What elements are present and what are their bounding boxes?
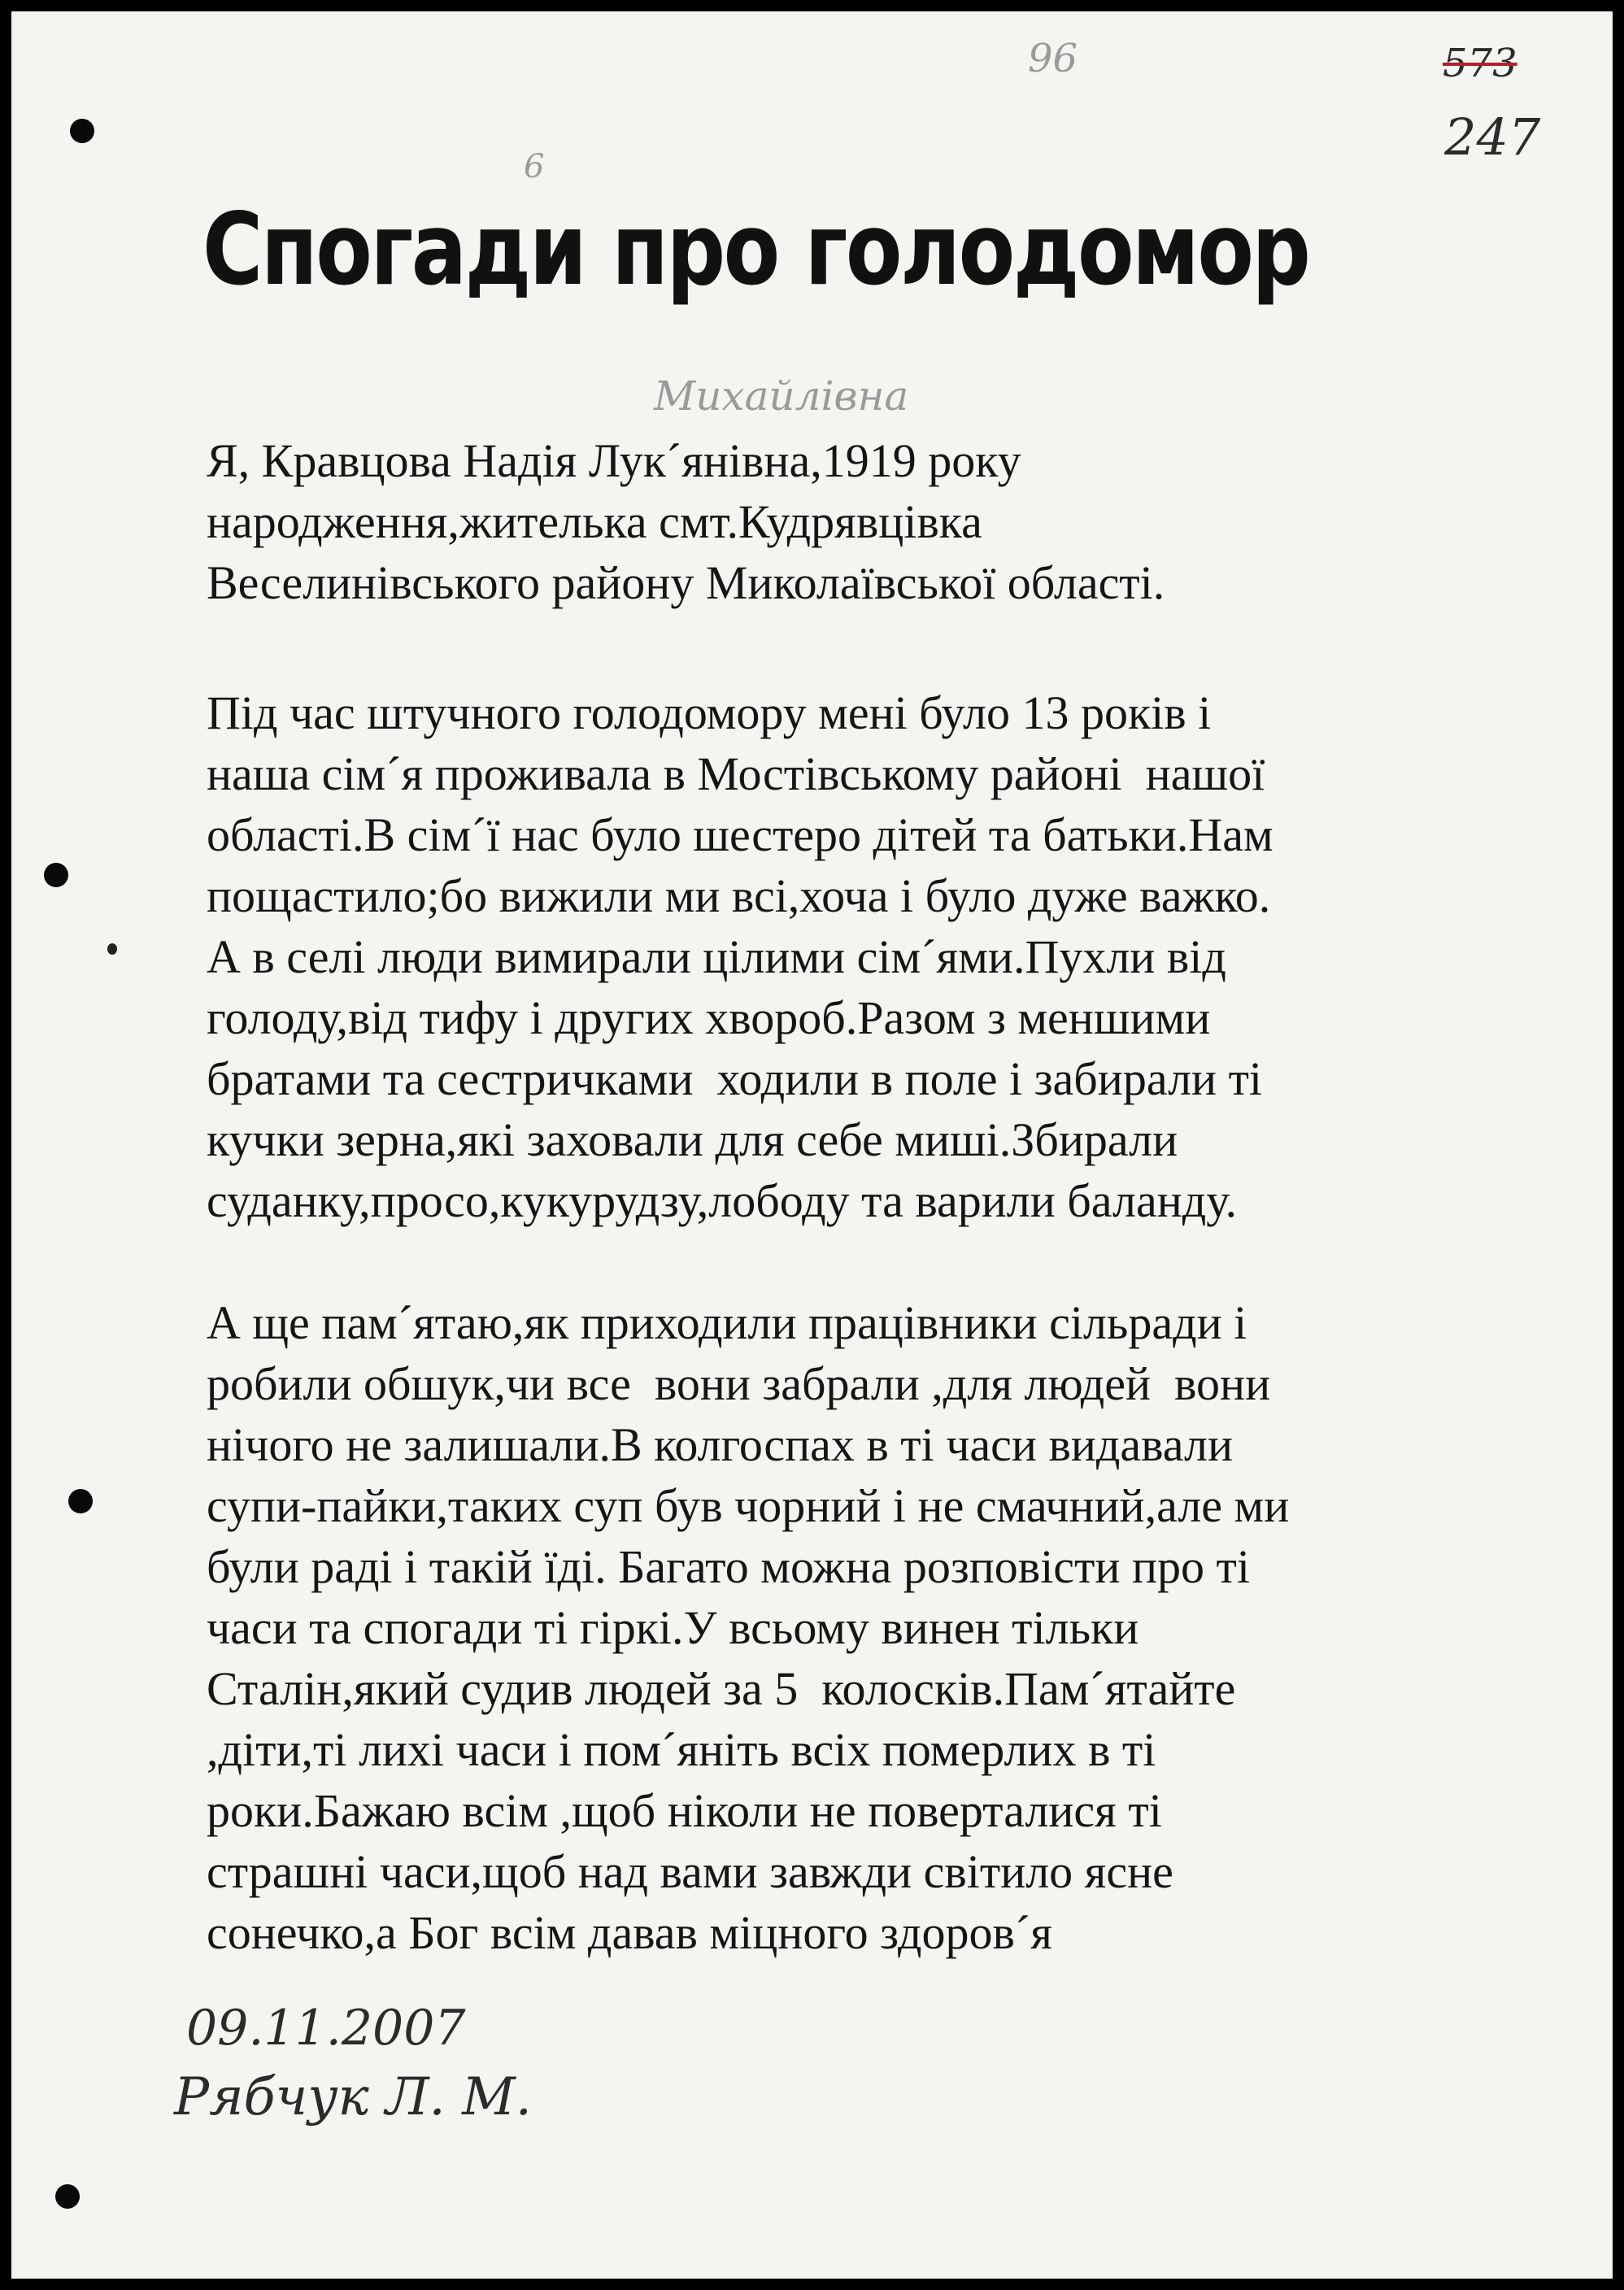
paragraph-memories [207, 1292, 1557, 1963]
text-line: часи та спогади ті гіркі.У всьому винен тільки [207, 1601, 1139, 1654]
punch-hole [70, 119, 94, 143]
text-line: Веселинівського району Миколаївської області. [207, 556, 1165, 609]
text-line: страшні часи,щоб над вами завжди світило ясне [207, 1845, 1173, 1898]
punch-hole [55, 2184, 80, 2209]
paragraph-famine-years [207, 682, 1557, 1231]
text-line: Я, Кравцова Надія Лук´янівна,1919 року [207, 434, 1021, 487]
pencil-page-number: 96 [1028, 36, 1078, 81]
text-line: А в селі люди вимирали цілими сім´ями.Пухли від [207, 930, 1226, 983]
text-line: були раді і такій їді. Багато можна розповісти про ті [207, 1540, 1250, 1593]
handwritten-signature: Рябчук Л. М. [174, 2067, 532, 2127]
document-page [11, 11, 1613, 2279]
archive-folio-number: 247 [1444, 107, 1541, 167]
punch-hole [44, 863, 68, 887]
text-line: області.В сім´ї нас було шестеро дітей та батьки.Нам [207, 808, 1274, 861]
text-line: братами та сестричками ходили в поле і забирали ті [207, 1052, 1263, 1105]
text-line: Під час штучного голодомору мені було 13 років і [207, 686, 1212, 739]
handwritten-date: 09.11.2007 [186, 2000, 466, 2057]
handwritten-patronymic-correction: Михайлівна [654, 372, 909, 420]
text-line: супи-пайки,таких суп був чорний і не смачний,але ми [207, 1479, 1290, 1532]
paragraph-intro [207, 430, 1557, 613]
text-line: роки.Бажаю всім ,щоб ніколи не поверталися ті [207, 1784, 1162, 1837]
text-line: суданку,просо,кукурудзу,лободу та варили баланду. [207, 1174, 1237, 1227]
document-title: Спогади про голодомор [202, 192, 1309, 307]
text-line: сонечко,а Бог всім давав міцного здоров´я [207, 1906, 1052, 1959]
text-line: А ще пам´ятаю,як приходили працівники сільради і [207, 1296, 1247, 1349]
text-line: наша сім´я проживала в Мостівському районі нашої [207, 747, 1265, 800]
text-line: пощастило;бо вижили ми всі,хоча і було дуже важко. [207, 869, 1271, 922]
text-line: кучки зерна,які заховали для себе миші.Збирали [207, 1113, 1178, 1166]
text-line: нічого не залишали.В колгоспах в ті часи видавали [207, 1418, 1233, 1471]
text-line: Сталін,який судив людей за 5 колосків.Пам´ятайте [207, 1662, 1236, 1715]
punch-hole [68, 1489, 93, 1513]
pencil-side-mark: 6 [524, 148, 545, 185]
ink-speck [107, 943, 117, 955]
text-line: робили обшук,чи все вони забрали ,для людей вони [207, 1357, 1271, 1410]
text-line: народження,жителька смт.Кудрявцівка [207, 495, 982, 548]
crossed-archive-number: 573 [1443, 41, 1517, 86]
text-line: голоду,від тифу і других хвороб.Разом з меншими [207, 991, 1211, 1044]
text-line: ,діти,ті лихі часи і пом´яніть всіх померлих в ті [207, 1723, 1156, 1776]
